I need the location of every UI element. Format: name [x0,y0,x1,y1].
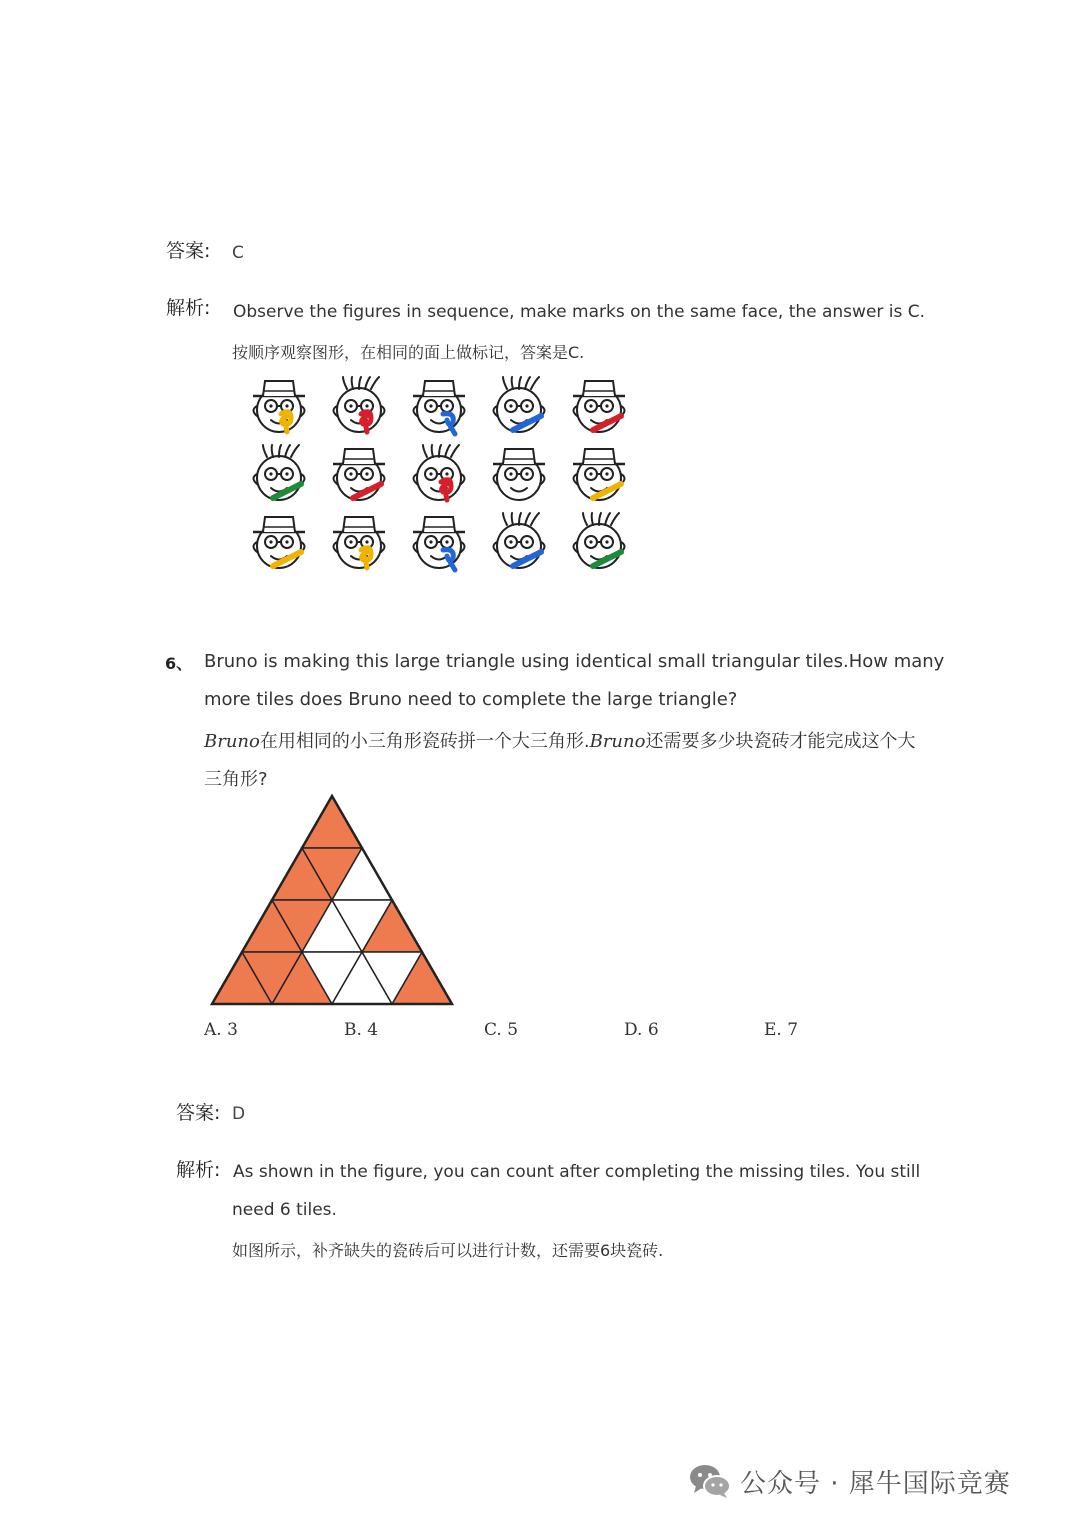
q6-analysis-zh: 如图所示，补齐缺失的瓷砖后可以进行计数，还需要6块瓷砖. [232,1241,664,1260]
footer-text: 公众号 · 犀牛国际竞赛 [740,1468,1011,1499]
q5-answer-label: 答案: [166,240,211,262]
faces-figure [236,370,646,580]
q5-answer-value: C [232,243,244,263]
q5-analysis-zh: 按顺序观察图形，在相同的面上做标记，答案是C. [232,343,585,362]
option-c: C. 5 [484,1020,519,1040]
q6-analysis-label: 解析: [176,1159,221,1181]
q6-question-zh-mid: 在用相同的小三角形瓷砖拼一个大三角形. [259,731,590,752]
option-b: B. 4 [344,1020,379,1040]
q6-analysis-en-line1: As shown in the figure, you can count after completing the missing tiles. You still [233,1162,921,1182]
q6-number: 6、 [165,654,193,673]
q5-analysis-label: 解析: [166,297,211,319]
face-1-5 [573,381,625,432]
option-d: D. 6 [624,1020,659,1040]
face-3-1 [253,517,305,568]
footer-watermark [688,1462,1011,1500]
option-e: E. 7 [764,1020,799,1040]
face-3-2 [333,517,385,568]
wechat-icon [688,1462,732,1500]
q6-analysis-en-line2: need 6 tiles. [232,1200,337,1220]
q6-answer-value: D [232,1104,246,1124]
q6-question-zh-line1 [204,727,915,753]
q6-question-zh-end: 还需要多少块瓷砖才能完成这个大 [645,731,916,752]
q6-name-1: Bruno [204,731,260,752]
q6-question-en-line1: Bruno is making this large triangle using identical small triangular tiles.How many [204,651,945,672]
face-2-1 [254,445,305,500]
q6-question-zh-line2: 三角形? [204,769,268,790]
q6-question-en-line2: more tiles does Bruno need to complete the large triangle? [204,689,738,710]
face-3-3 [413,517,465,570]
q6-answer-label: 答案: [176,1102,221,1124]
q5-analysis-en: Observe the figures in sequence, make marks on the same face, the answer is C. [233,302,926,322]
face-3-5 [574,513,625,568]
triangle-tiles-figure [200,790,470,1015]
tiles-group [212,796,452,1004]
face-2-4 [493,449,545,500]
face-2-2 [333,449,385,500]
face-1-4 [494,377,545,432]
q6-name-2: Bruno [589,731,646,752]
face-3-4 [494,513,545,568]
face-1-2 [334,377,385,432]
face-2-5 [573,449,625,500]
face-1-3 [413,381,465,434]
face-1-1 [253,381,305,432]
option-a: A. 3 [204,1020,238,1040]
tile-filled-1 [302,796,362,848]
face-2-3 [414,445,465,500]
